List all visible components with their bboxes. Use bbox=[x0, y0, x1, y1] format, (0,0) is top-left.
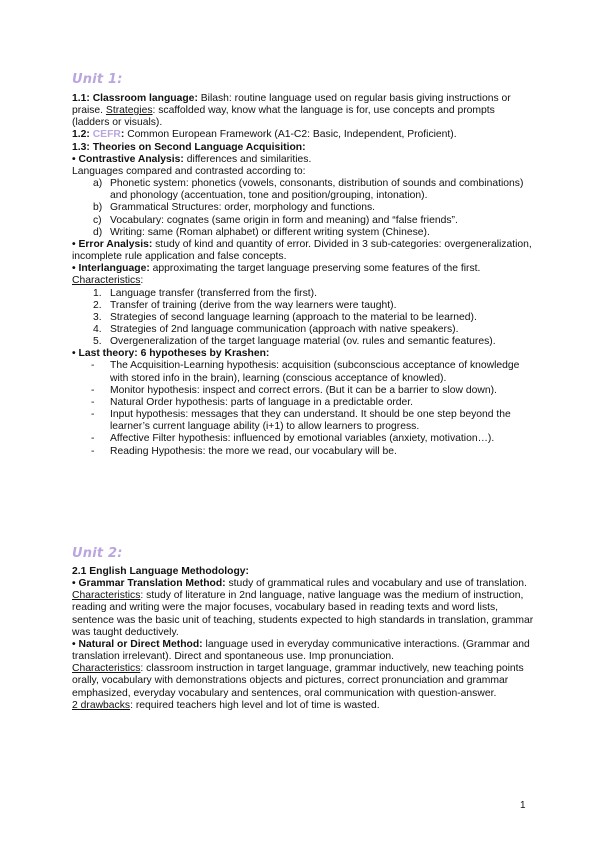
list-item-text: Grammatical Structures: order, morphology and functions. bbox=[110, 202, 376, 214]
page-number: 1 bbox=[520, 800, 526, 811]
list-marker: - bbox=[91, 409, 95, 421]
characteristics-label: Characteristics bbox=[72, 275, 141, 287]
characteristics-text: : study of literature in 2nd language, native language was the medium of instruction, reading and writing were the major focuses, vocabulary based in reading texts and word lists, sentence was the basic unit of teaching, students expected to high standards in translation, grammar was taught deductively. bbox=[72, 590, 534, 638]
list-item-text: Transfer of training (derive from the way learners were taught). bbox=[110, 299, 397, 311]
list-item bbox=[72, 227, 534, 239]
list-marker: - bbox=[91, 396, 95, 408]
list-marker: 4. bbox=[93, 323, 102, 335]
list-item bbox=[72, 202, 534, 214]
grammar-translation-text: study of grammatical rules and vocabulary and use of translation. bbox=[225, 578, 527, 590]
direct-method-label: • Natural or Direct Method: bbox=[72, 638, 203, 650]
list-marker: 5. bbox=[93, 336, 102, 348]
last-theory-label: • Last theory: 6 hypotheses by Krashen: bbox=[72, 348, 270, 360]
list-item bbox=[72, 433, 534, 445]
interlanguage-label: • Interlanguage: bbox=[72, 263, 150, 275]
cefr-term: CEFR bbox=[92, 129, 121, 141]
unit1-heading: Unit 1: bbox=[72, 72, 123, 87]
error-analysis-label: • Error Analysis: bbox=[72, 238, 153, 250]
list-marker: b) bbox=[93, 202, 103, 214]
characteristics-label: Characteristics bbox=[72, 663, 141, 675]
list-item bbox=[72, 336, 534, 348]
list-item bbox=[72, 312, 534, 324]
list-item-text: Affective Filter hypothesis: influenced by emotional variables (anxiety, motivation…). bbox=[110, 433, 495, 445]
list-marker: - bbox=[91, 384, 95, 396]
direct-method bbox=[72, 639, 534, 663]
section-1-3-title: 1.3: Theories on Second Language Acquisition: bbox=[72, 141, 306, 153]
list-marker: d) bbox=[93, 226, 103, 238]
section-1-1-text-b: : scaffolded way, know what the language is for, use concepts and prompts (ladders or visuals). bbox=[72, 105, 495, 129]
list-item-text: Natural Order hypothesis: parts of language in a predictable order. bbox=[110, 396, 414, 408]
characteristics-text: : classroom instruction in target language, grammar inductively, new teaching points orally, vocabulary with demonstrations objects and pictures, correct pronunciation and grammar emphasized, everyday vocabulary and sentences, oral communication with question-answer. bbox=[72, 663, 524, 699]
list-item bbox=[72, 409, 534, 433]
section-1-1-label: 1.1: Classroom language: bbox=[72, 93, 198, 104]
list-item bbox=[72, 397, 534, 409]
list-item-text: Reading Hypothesis: the more we read, our vocabulary will be. bbox=[110, 445, 397, 457]
characteristics-label: Characteristics bbox=[72, 590, 141, 602]
list-item bbox=[72, 300, 534, 312]
section-1-2-label: 1.2: bbox=[72, 129, 93, 141]
unit2-body bbox=[72, 566, 534, 712]
list-marker: 3. bbox=[93, 311, 102, 323]
list-item-text: Phonetic system: phonetics (vowels, consonants, distribution of sounds and combinations) and phonology (accentuation, tone and position/grouping, intonation). bbox=[110, 178, 524, 202]
contrastive-analysis-intro: Languages compared and contrasted according to: bbox=[72, 165, 306, 177]
section-2-1-title: 2.1 English Language Methodology: bbox=[72, 566, 250, 577]
drawbacks bbox=[72, 700, 534, 712]
list-item-text: Language transfer (transferred from the first). bbox=[110, 287, 317, 299]
list-item-text: Strategies of second language learning (approach to the material to be learned). bbox=[110, 311, 477, 323]
grammar-translation-label: • Grammar Translation Method: bbox=[72, 578, 226, 590]
list-item-text: Input hypothesis: messages that they can understand. It should be one step beyond the learner’s current language ability (i+1) to allow learners to progress. bbox=[110, 409, 511, 433]
grammar-translation-characteristics bbox=[72, 590, 534, 639]
list-item-text: Monitor hypothesis: inspect and correct errors. (But it can be a barrier to slow down). bbox=[110, 384, 497, 396]
contrastive-analysis-label: • Contrastive Analysis: bbox=[72, 153, 184, 165]
list-item-text: Strategies of 2nd language communication (approach with native speakers). bbox=[110, 323, 459, 335]
error-analysis bbox=[72, 239, 534, 263]
list-item bbox=[72, 446, 534, 458]
direct-method-characteristics bbox=[72, 663, 534, 699]
section-1-1 bbox=[72, 93, 534, 129]
list-item-text: Vocabulary: cognates (same origin in form and meaning) and “false friends”. bbox=[110, 214, 458, 226]
section-1-2 bbox=[72, 129, 534, 141]
list-marker: a) bbox=[93, 178, 103, 190]
list-marker: - bbox=[91, 360, 95, 372]
interlanguage bbox=[72, 263, 534, 275]
contrastive-analysis-text: differences and similarities. bbox=[183, 153, 312, 165]
list-item-text: Overgeneralization of the target language material (ov. rules and semantic features). bbox=[110, 336, 496, 348]
interlanguage-text: approximating the target language preserving some features of the first. bbox=[149, 263, 481, 275]
list-marker: 2. bbox=[93, 299, 102, 311]
list-marker: - bbox=[91, 445, 95, 457]
list-marker: 1. bbox=[93, 287, 102, 299]
list-item-text: The Acquisition-Learning hypothesis: acquisition (subconscious acceptance of knowledge with stored info in the brain), learning (conscious acceptance of knowled). bbox=[110, 360, 520, 384]
section-1-2-text: Common European Framework (A1-C2: Basic, Independent, Proficient). bbox=[124, 129, 457, 141]
section-1-1-text-a: Bilash: routine language used on regular basis giving instructions or praise. bbox=[72, 93, 511, 117]
list-item bbox=[72, 288, 534, 300]
list-marker: c) bbox=[93, 214, 102, 226]
unit1-body bbox=[72, 93, 534, 458]
drawbacks-label: 2 drawbacks bbox=[72, 699, 131, 711]
list-item bbox=[72, 178, 534, 202]
list-item bbox=[72, 215, 534, 227]
characteristics-colon: : bbox=[140, 275, 144, 287]
strategies-label: Strategies bbox=[105, 105, 153, 117]
interlanguage-characteristics bbox=[72, 275, 534, 287]
drawbacks-text: : required teachers high level and lot of time is wasted. bbox=[130, 699, 380, 711]
list-item bbox=[72, 324, 534, 336]
list-marker: - bbox=[91, 433, 95, 445]
unit2-heading: Unit 2: bbox=[72, 546, 123, 561]
error-analysis-text: study of kind and quantity of error. Divided in 3 sub-categories: overgeneralization, incomplete rule application and false concepts. bbox=[72, 238, 532, 263]
cefr-colon: : bbox=[120, 129, 125, 141]
direct-method-text: language used in everyday communicative interactions. (Grammar and translation irrelevant). Direct and spontaneous use. Imp pronunciation. bbox=[72, 638, 530, 663]
list-item bbox=[72, 360, 534, 384]
list-item bbox=[72, 385, 534, 397]
list-item-text: Writing: same (Roman alphabet) or different writing system (Chinese). bbox=[110, 226, 430, 238]
contrastive-analysis bbox=[72, 154, 534, 166]
grammar-translation bbox=[72, 578, 534, 590]
